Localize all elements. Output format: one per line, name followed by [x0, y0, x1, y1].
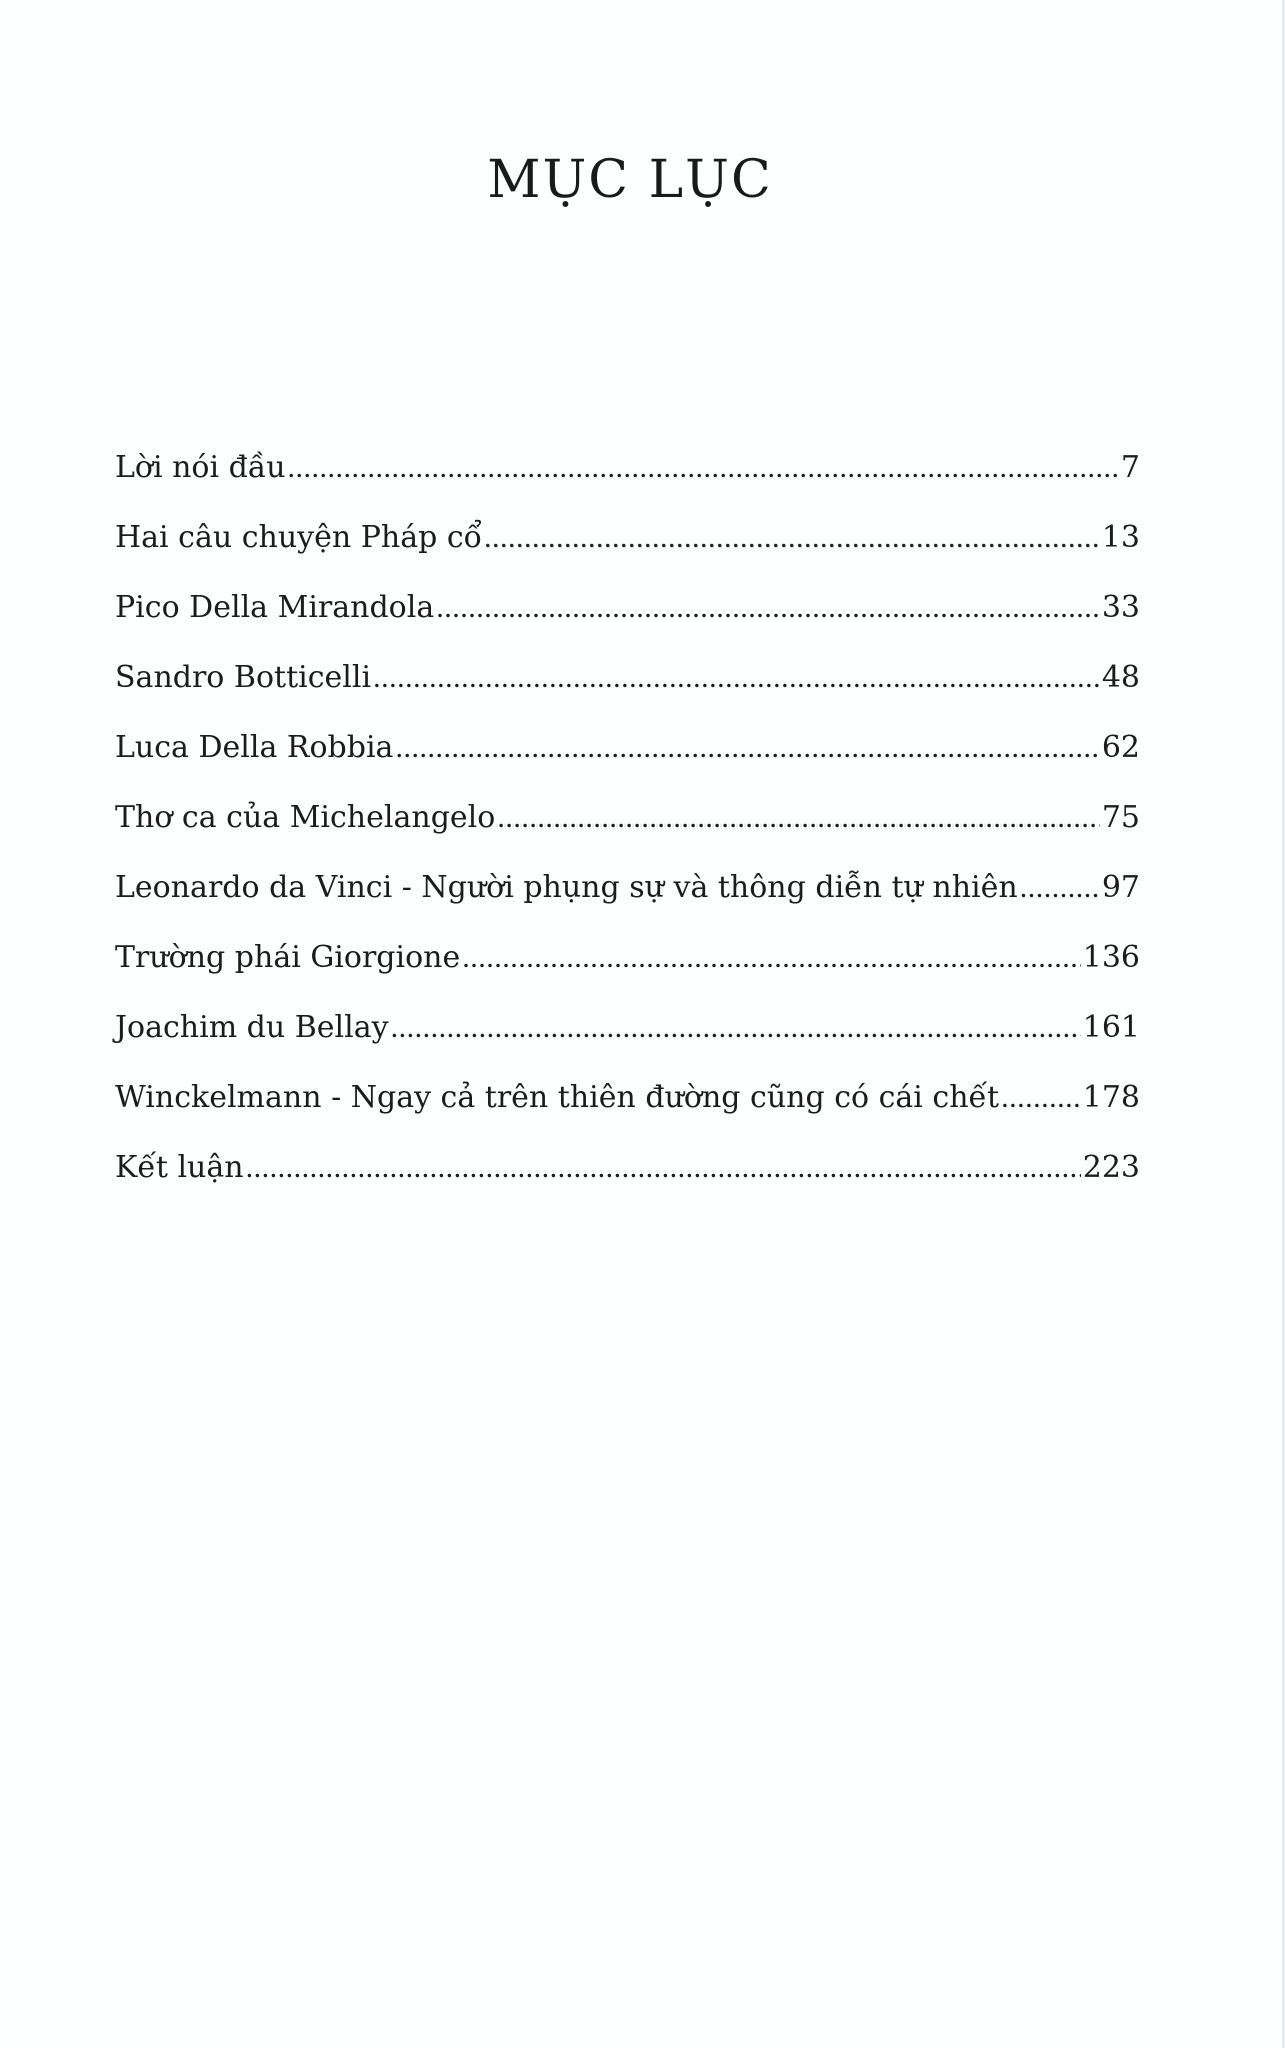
toc-entry-page: 48 [1101, 660, 1140, 695]
dot-leader [497, 801, 1100, 835]
toc-entry [115, 590, 1140, 660]
dot-leader [1020, 871, 1100, 905]
toc-entry-page: 223 [1082, 1150, 1140, 1185]
toc-entry [115, 660, 1140, 730]
toc-entry-page: 13 [1101, 520, 1140, 555]
toc-entry-page: 136 [1082, 940, 1140, 975]
toc-entry [115, 1150, 1140, 1220]
toc-entry [115, 870, 1140, 940]
toc-entry-page: 7 [1120, 450, 1140, 485]
toc-entry-title: Winckelmann - Ngay cả trên thiên đường cũng có cái chết [115, 1080, 1000, 1115]
toc-entry-title: Lời nói đầu [115, 450, 286, 485]
toc-entry-title: Sandro Botticelli [115, 660, 372, 695]
dot-leader [395, 731, 1099, 765]
toc-entry-title: Thơ ca của Michelangelo [115, 800, 496, 835]
toc-entry-title: Hai câu chuyện Pháp cổ [115, 520, 483, 555]
toc-entry-page: 161 [1082, 1010, 1140, 1045]
dot-leader [373, 661, 1100, 695]
toc-entry-page: 33 [1101, 590, 1140, 625]
toc-entry-title: Joachim du Bellay [115, 1010, 389, 1045]
toc-entry-title: Trường phái Giorgione [115, 940, 461, 975]
toc-entry [115, 940, 1140, 1010]
toc-entry [115, 730, 1140, 800]
dot-leader [246, 1151, 1081, 1185]
toc-entry-title: Luca Della Robbia [115, 730, 394, 765]
toc-entry-title: Kết luận [115, 1150, 244, 1185]
page-title: MỤC LỤC [487, 150, 773, 210]
toc-entry-page: 97 [1101, 870, 1140, 905]
toc-entry-page: 178 [1082, 1080, 1140, 1115]
toc-entry [115, 800, 1140, 870]
toc-entry-page: 62 [1101, 730, 1140, 765]
toc-entry [115, 1080, 1140, 1150]
dot-leader [484, 521, 1100, 555]
table-of-contents [115, 450, 1140, 1220]
dot-leader [391, 1011, 1081, 1045]
toc-entry-page: 75 [1101, 800, 1140, 835]
dot-leader [1001, 1081, 1081, 1115]
toc-entry [115, 450, 1140, 520]
dot-leader [288, 451, 1119, 485]
toc-entry [115, 1010, 1140, 1080]
toc-entry-title: Pico Della Mirandola [115, 590, 435, 625]
toc-entry-title: Leonardo da Vinci - Người phụng sự và thông diễn tự nhiên [115, 870, 1018, 905]
toc-entry [115, 520, 1140, 590]
dot-leader [436, 591, 1100, 625]
dot-leader [462, 941, 1081, 975]
